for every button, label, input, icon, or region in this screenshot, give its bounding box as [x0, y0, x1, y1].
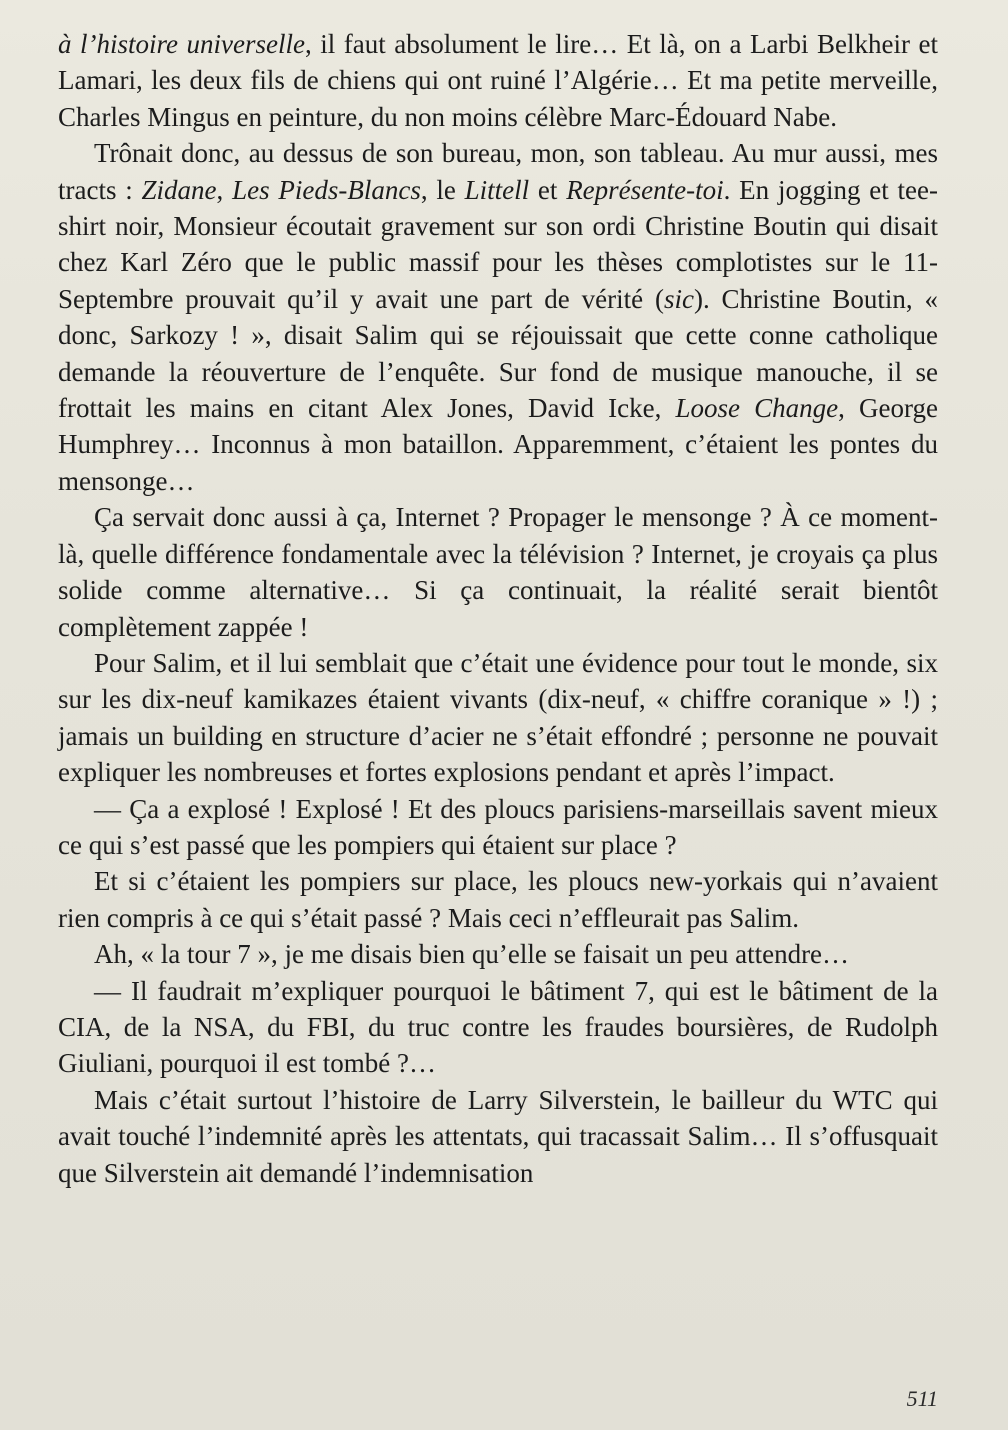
paragraph: [58, 791, 938, 864]
text-run: et: [529, 174, 567, 205]
paragraph: [58, 1082, 938, 1191]
italic-text: sic: [663, 283, 694, 314]
text-run: Pour Salim, et il lui semblait que c’était une évidence pour tout le monde, six sur les dix-neuf kamikazes étaient vivants (dix-neuf, « chiffre coranique » !) ; jamais un building en structure d’acier ne s’était effondré ; personne ne pouvait expliquer les nombreuses et fortes explosions pendant et après l’impact.: [58, 647, 938, 788]
italic-text: Littell: [464, 174, 530, 205]
text-run: , il faut absolument le lire… Et là, on a Larbi Belkheir et Lamari, les deux fils de chiens qui ont ruiné l’Algérie… Et ma petite merveille, Charles Mingus en peinture, du non moins célèbre Marc-Édouard Nabe.: [58, 29, 938, 132]
paragraph: [58, 499, 938, 645]
paragraph: [58, 645, 938, 791]
italic-text: à l’histoire universelle: [58, 29, 305, 59]
text-run: Ça servait donc aussi à ça, Internet ? Propager le mensonge ? À ce moment-là, quelle différence fondamentale avec la télévision ? Internet, je croyais ça plus solide comme alternative… Si ça continuait, la réalité serait bientôt complètement zappée !: [58, 502, 938, 642]
text-run: . En jogging et tee-shirt noir, Monsieur écoutait gravement sur son ordi Christine Boutin qui disait chez Karl Zéro que le public massif pour les thèses complotistes sur le 11-Septembre prouvait qu’il y avait une part de vérité (: [58, 174, 938, 314]
text-run: Et si c’étaient les pompiers sur place, les ploucs new-yorkais qui n’avaient rien compris à ce qui s’était passé ? Mais ceci n’effleurait pas Salim.: [58, 866, 938, 933]
italic-text: Les Pieds-Blancs: [232, 174, 421, 205]
italic-text: Représente-toi: [566, 174, 724, 205]
paragraph: [58, 973, 938, 1082]
text-run: Trônait donc, au dessus de son bureau, mon, son tableau. Au mur aussi, mes tracts :: [58, 138, 938, 205]
body-text: [58, 26, 938, 1191]
italic-text: Zidane: [141, 174, 217, 205]
text-run: Mais c’était surtout l’histoire de Larry Silverstein, le bailleur du WTC qui avait touché l’indemnité après les attentats, qui tracassait Salim… Il s’offusquait que Silverstein ait demandé l’indemnisation: [58, 1084, 938, 1188]
text-run: ). Christine Boutin, « donc, Sarkozy ! », disait Salim qui se réjouissait que cette conne catholique demande la réouverture de l’enquête. Sur fond de musique manouche, il se frottait les mains en citant Alex Jones, David Icke,: [58, 283, 938, 424]
paragraph: [58, 863, 938, 936]
paragraph: [58, 26, 938, 135]
text-run: , George Humphrey… Inconnus à mon bataillon. Apparemment, c’étaient les pontes du mensonge…: [58, 393, 939, 496]
paragraph: [58, 135, 938, 499]
text-run: , le: [420, 174, 465, 205]
text-run: — Il faudrait m’expliquer pourquoi le bâtiment 7, qui est le bâtiment de la CIA, de la NSA, du FBI, du truc contre les fraudes boursières, de Rudolph Giuliani, pourquoi il est tombé ?…: [58, 975, 938, 1079]
text-run: Ah, « la tour 7 », je me disais bien qu’elle se faisait un peu attendre…: [94, 939, 850, 970]
italic-text: Loose Change: [675, 393, 839, 424]
text-run: ,: [216, 174, 233, 205]
paragraph: [58, 936, 938, 972]
page-number: 511: [906, 1386, 938, 1411]
text-run: — Ça a explosé ! Explosé ! Et des ploucs parisiens-marseillais savent mieux ce qui s’est passé que les pompiers qui étaient sur place ?: [58, 793, 938, 860]
